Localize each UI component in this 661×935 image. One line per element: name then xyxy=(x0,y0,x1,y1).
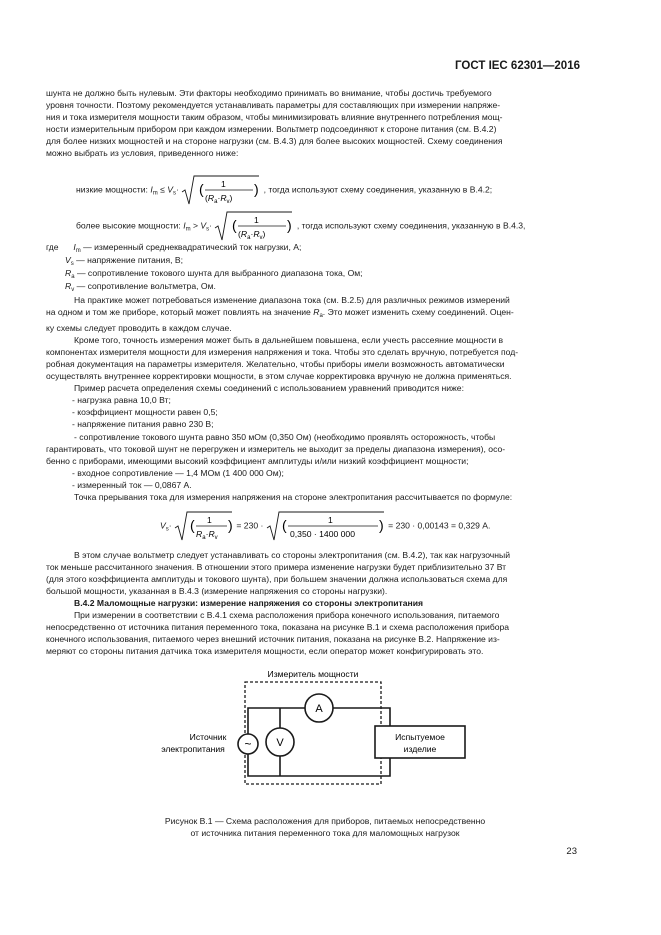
text-line: Пример расчета определения схемы соединений с использованием уравнений приводится ниже: xyxy=(74,383,464,394)
text-line: В этом случае вольтметр следует устанавливать со стороны электропитания (см. В.4.2), так как нагрузочный xyxy=(74,550,511,560)
def-symbol: R xyxy=(65,268,72,278)
svg-text:): ) xyxy=(254,181,259,197)
text-line: На практике может потребоваться изменение диапазона тока (см. В.2.5) для различных режимов измерений xyxy=(74,295,510,305)
symbol: R xyxy=(208,529,215,539)
body-paragraphs xyxy=(46,294,583,503)
text-line: большой мощности, указанная в В.4.3 (измерение напряжения со стороны нагрузки). xyxy=(46,586,388,597)
operator: · xyxy=(250,229,254,239)
formula-calculation xyxy=(160,510,490,542)
svg-text:(Ra·Rv) xyxy=(238,229,266,241)
symbol-sub: a xyxy=(247,235,251,241)
text-span: . Это может изменить схему соединений. Оцен- xyxy=(322,307,514,318)
operator: · xyxy=(175,184,179,195)
bullet-item: - нагрузка равна 10,0 Вт; xyxy=(72,395,171,406)
formula-low-power xyxy=(76,174,492,206)
text-line: робная документация на параметры измерителя. Желательно, чтобы приборы имели возможность автоматически xyxy=(46,359,505,370)
symbol-sub: v xyxy=(226,199,230,205)
fraction-denominator: 0,350 · 1400 000 xyxy=(289,529,355,539)
def-symbol-sub: v xyxy=(71,287,75,293)
svg-text:(Ra·Rv) xyxy=(205,193,233,205)
fraction-numerator: 1 xyxy=(327,515,333,525)
formula-prefix: более высокие мощности: xyxy=(76,220,181,231)
page-number: 23 xyxy=(566,846,577,857)
fraction-numerator: 1 xyxy=(207,515,212,525)
sqrt-fraction xyxy=(181,174,261,206)
ammeter-label: A xyxy=(315,703,323,715)
definition-row xyxy=(65,281,216,293)
text-line: ния и тока измерителя мощности таким образом, чтобы минимизировать влияние внутреннего потребления мощ- xyxy=(46,112,503,123)
symbol-sub: m xyxy=(185,226,191,233)
symbol: R xyxy=(241,229,248,239)
bullet-item: - напряжение питания равно 230 В; xyxy=(72,419,214,430)
text-line: конечного использования, питаемого через внешний источник питания, показана на рисунке В.2. Напряжение из- xyxy=(46,634,500,645)
page-header: ГОСТ IEC 62301—2016 xyxy=(455,60,580,72)
symbol: R xyxy=(253,229,260,239)
text-line: уровня точности. Поэтому рекомендуется устанавливать параметры для составляющих при измерении напряже- xyxy=(46,100,501,111)
text-line: Кроме того, точность измерения может быть в дальнейшем повышена, если учесть рассеяние мощности в xyxy=(74,335,504,346)
symbol-sub: a xyxy=(202,535,206,541)
symbol: R xyxy=(208,193,215,203)
symbol: V xyxy=(200,220,207,231)
load-label: Испытуемое xyxy=(395,732,445,742)
ac-wave-icon: ~ xyxy=(244,737,252,751)
symbol: R xyxy=(313,307,320,318)
bullet-item: - измеренный ток — 0,0867 А. xyxy=(72,479,192,490)
text-line: компонентах измерителя мощности для измерения напряжения и тока. Чтобы это сделать вручную, потребуется под- xyxy=(46,347,519,358)
svg-text:(: ( xyxy=(281,517,287,533)
symbol-sub: a xyxy=(214,199,218,205)
sqrt-fraction xyxy=(174,510,234,542)
bullet-item: - сопротивление токового шунта равно 350 мОм (0,350 Ом) (необходимо проявлять осторожность, чтобы xyxy=(74,431,496,442)
text-line: шунта не должно быть нулевым. Эти факторы необходимо принимать во внимание, чтобы достичь требуемого xyxy=(46,88,492,98)
svg-text:): ) xyxy=(228,517,233,533)
meter-label: Измеритель мощности xyxy=(267,669,359,679)
text-line: осуществлять внутреннее корректировки мощности, в этом случае корректировка вручную не должна применяться. xyxy=(46,371,512,382)
source-label: Источник xyxy=(189,732,227,742)
paren: ) xyxy=(229,193,233,203)
symbol-sub: s xyxy=(165,526,169,533)
definition-row xyxy=(46,242,301,254)
fraction-numerator: 1 xyxy=(221,179,226,189)
equation-part: = 230 · xyxy=(236,520,264,531)
figure-caption xyxy=(60,815,590,839)
text-line: можно выбрать из условия, приведенного ниже: xyxy=(46,148,239,159)
text-line: ности измерительным прибором при каждом измерении. Вольтметр подсоединяют к стороне питания (см. В.4.2) xyxy=(46,124,497,135)
text-line: для более низких мощностей и на стороне нагрузки (см. В.4.3) для более высоких мощностей. Схему соединения xyxy=(46,136,503,147)
text-line: При измерении в соответствии с В.4.1 схема расположения прибора конечного использования, питаемого xyxy=(74,610,500,621)
svg-text:Ra·Rv xyxy=(196,529,218,541)
circuit-diagram xyxy=(150,668,480,800)
def-symbol: R xyxy=(65,281,72,291)
text-line: ток меньше рассчитанного значения. В отношении этого примера изменение нагрузки будет приблизительно 37 Вт xyxy=(46,562,507,573)
symbol: I xyxy=(183,220,186,231)
operator: > xyxy=(193,220,199,231)
operator: · xyxy=(168,520,172,531)
source-label: электропитания xyxy=(161,744,225,754)
symbol: I xyxy=(150,184,153,195)
voltmeter-label: V xyxy=(276,737,284,749)
svg-text:(: ( xyxy=(232,217,238,233)
fraction-numerator: 1 xyxy=(254,215,260,225)
bullet-item: - коэффициент мощности равен 0,5; xyxy=(72,407,218,418)
symbol-sub: v xyxy=(259,235,263,241)
definition-row xyxy=(65,255,183,267)
symbol-sub: v xyxy=(214,535,218,541)
text-line: бенно с приборами, имеющими высокий коэффициент амплитуды и/или низкий коэффициент мощности; xyxy=(46,455,469,466)
load-label: изделие xyxy=(403,744,437,754)
caption-line: Рисунок В.1 — Схема расположения для приборов, питаемых непосредственно xyxy=(164,816,486,826)
operator: ≤ xyxy=(160,184,165,195)
paren: ) xyxy=(262,229,266,239)
text-line: ку схемы следует проводить в каждом случае. xyxy=(46,323,232,334)
text-line xyxy=(46,306,583,322)
definition-row xyxy=(65,268,363,280)
where-label: где xyxy=(46,242,59,252)
formula-prefix: низкие мощности: xyxy=(76,184,148,195)
svg-text:): ) xyxy=(378,517,384,533)
def-symbol: V xyxy=(65,255,71,265)
def-text: — измеренный среднеквадратический ток нагрузки, А; xyxy=(83,242,302,252)
symbol: R xyxy=(196,529,203,539)
equation-result: = 230 · 0,00143 = 0,329 А. xyxy=(388,520,491,531)
symbol: R xyxy=(220,193,227,203)
def-text: — сопротивление вольтметра, Ом. xyxy=(76,281,216,291)
formula-suffix: , тогда используют схему соединения, указанную в В.4.3, xyxy=(296,220,526,231)
operator: · xyxy=(205,529,209,539)
conclusion-section xyxy=(46,549,583,657)
svg-text:(: ( xyxy=(199,181,204,197)
text-line: Точка прерывания тока для измерения напряжения на стороне электропитания рассчитывается по формуле: xyxy=(74,491,513,502)
operator: · xyxy=(217,193,221,203)
paren: ( xyxy=(238,229,242,239)
text-line: гарантировать, что токовой шунт не перегружен и измеритель не выходит за пределы диапазона измерения), осо- xyxy=(46,443,506,454)
sqrt-fraction xyxy=(214,210,294,242)
def-symbol-sub: a xyxy=(71,274,75,280)
text-line: непосредственно от источника питания переменного тока, показана на рисунке В.1 и схема расположения прибора xyxy=(46,622,510,633)
svg-text:(: ( xyxy=(190,517,195,533)
def-symbol: I xyxy=(73,242,76,252)
text-line: (для этого коэффициента амплитуды и токового шунта), при большем значении должна использоваться схема для xyxy=(46,574,508,585)
svg-text:): ) xyxy=(287,217,293,233)
section-heading: В.4.2 Маломощные нагрузки: измерение напряжения со стороны электропитания xyxy=(74,598,424,609)
text-line: меряют со стороны питания датчика тока измерителя мощности, если оператор может конфигурировать это. xyxy=(46,646,484,657)
symbol-sub: m xyxy=(152,190,158,197)
symbol: V xyxy=(160,520,166,531)
sqrt-fraction xyxy=(266,510,386,542)
text-span: на одном и том же приборе, который может повлиять на значение xyxy=(46,307,311,318)
caption-line: от источника питания переменного тока для маломощных нагрузок xyxy=(190,828,460,838)
formula-high-power xyxy=(76,210,525,242)
def-text: — сопротивление токового шунта для выбранного диапазона тока, Ом; xyxy=(76,268,363,278)
symbol-sub: a xyxy=(319,313,323,320)
symbol-sub: s xyxy=(206,226,210,233)
bullet-item: - входное сопротивление — 1,4 МОм (1 400 000 Ом); xyxy=(72,467,284,478)
operator: · xyxy=(209,220,213,231)
intro-paragraph xyxy=(46,87,583,159)
paren: ( xyxy=(205,193,209,203)
symbol: V xyxy=(167,184,173,195)
formula-suffix: , тогда используют схему соединения, указанную в В.4.2; xyxy=(263,184,493,195)
def-symbol-sub: m xyxy=(75,248,81,254)
def-symbol-sub: s xyxy=(70,261,74,267)
def-text: — напряжение питания, В; xyxy=(76,255,184,265)
symbol-sub: s xyxy=(172,190,176,197)
